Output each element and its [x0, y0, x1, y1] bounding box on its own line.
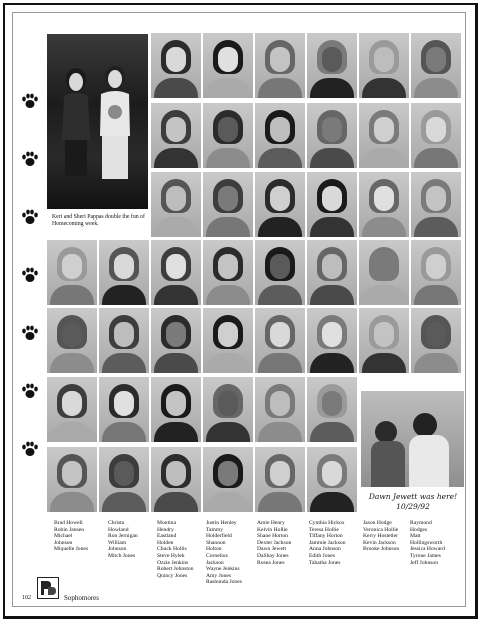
student-name: Amy Jones: [206, 572, 232, 579]
student-name: Howland: [108, 526, 129, 533]
girl-right-figure: [99, 64, 131, 179]
student-name: DaShay Jones: [257, 552, 289, 559]
student-name: Shannon: [206, 539, 226, 546]
student-portrait: [203, 308, 253, 373]
student-name: Tammy: [206, 526, 224, 533]
student-name: Veronica Hollie: [363, 526, 399, 533]
student-portrait: [99, 308, 149, 373]
student-portrait: [411, 240, 461, 305]
student-portrait: [359, 240, 409, 305]
candid-dawn-photo: [361, 391, 464, 487]
student-name: Jason Hodge: [363, 520, 392, 526]
student-name: Jackson: [206, 559, 224, 566]
student-portrait: [255, 240, 305, 305]
student-name: Johnson: [108, 546, 127, 553]
student-name: Kevin Jackson: [363, 539, 396, 546]
photo-caption: Keri and Sheri Pappas double the fun of Homecoming week.: [52, 214, 145, 227]
student-name: Chuck Hollis: [157, 546, 187, 553]
student-portrait: [47, 308, 97, 373]
paw-print-icon: [21, 266, 39, 284]
student-portrait: [203, 377, 253, 442]
student-portrait: [255, 33, 305, 98]
name-column: [54, 520, 88, 553]
note-line-2: 10/29/92: [396, 502, 430, 511]
student-name: Hollingsworth: [410, 539, 443, 546]
name-column: [157, 520, 194, 579]
student-name: Cornelius: [206, 552, 228, 559]
student-name: Mitch Jones: [108, 552, 136, 559]
student-portrait: [255, 308, 305, 373]
paw-print-icon: [21, 150, 39, 168]
student-name: Raymond: [410, 520, 432, 526]
student-portrait: [203, 240, 253, 305]
student-name: William: [108, 539, 127, 546]
student-portrait: [307, 447, 357, 512]
student-name: Christa: [108, 520, 125, 526]
student-name: Holden: [157, 539, 174, 546]
student-name: Ron Jernigan: [108, 533, 138, 540]
student-portrait: [307, 240, 357, 305]
student-portrait: [307, 172, 357, 237]
student-name: Cynthia Hickox: [309, 520, 345, 526]
note-line-1: Dawn Jewett was here!: [368, 492, 458, 501]
name-column: [108, 520, 138, 560]
name-column: [309, 520, 346, 566]
student-portrait: [307, 308, 357, 373]
student-portrait: [307, 103, 357, 168]
student-name: Hodges: [410, 526, 428, 533]
student-portrait: [307, 33, 357, 98]
student-name: Justin Henley: [206, 520, 237, 526]
student-portrait: [151, 33, 201, 98]
student-name: Kerry Hostetler: [363, 533, 398, 540]
school-logo: [37, 577, 59, 599]
student-name: Robin Jansen: [54, 526, 84, 533]
student-name: Brad Howell: [54, 520, 83, 526]
student-name: Jeff Johnson: [410, 559, 439, 566]
student-name: Anna Johnson: [309, 546, 341, 553]
student-portrait: [255, 377, 305, 442]
page-number: 102: [22, 595, 31, 601]
student-portrait: [203, 33, 253, 98]
student-portrait: [255, 447, 305, 512]
student-portrait: [151, 172, 201, 237]
student-portrait: [359, 103, 409, 168]
student-name: Amie Henry: [257, 520, 285, 526]
student-name: Eastland: [157, 533, 177, 540]
student-name: Kelvin Hollie: [257, 526, 288, 533]
student-name: Jessica Howard: [410, 546, 445, 553]
student-portrait: [359, 172, 409, 237]
student-portrait: [359, 33, 409, 98]
student-portrait: [151, 308, 201, 373]
student-portrait: [411, 103, 461, 168]
student-name: Montina: [157, 520, 176, 526]
student-portrait: [99, 447, 149, 512]
girl-left-figure: [61, 66, 91, 176]
student-name: Ozzie Jenkins: [157, 559, 189, 566]
student-name: Dawn Jewett: [257, 546, 287, 553]
paw-print-icon: [21, 208, 39, 226]
student-portrait: [47, 240, 97, 305]
paw-print-icon: [21, 382, 39, 400]
student-name: Matt: [410, 533, 421, 540]
student-portrait: [307, 377, 357, 442]
student-name: Edith Jones: [309, 552, 335, 559]
name-column: [257, 520, 291, 566]
name-column: [206, 520, 242, 586]
student-name: Tabatha Jones: [309, 559, 341, 566]
student-portrait: [203, 447, 253, 512]
student-portrait: [151, 240, 201, 305]
student-name: Tiffany Horton: [309, 533, 343, 540]
student-portrait: [411, 308, 461, 373]
student-portrait: [255, 103, 305, 168]
name-column: [363, 520, 399, 553]
student-portrait: [203, 172, 253, 237]
student-name: Michael: [54, 533, 73, 540]
autograph-note: [363, 492, 463, 512]
name-column: [410, 520, 445, 566]
student-portrait: [203, 103, 253, 168]
student-name: Jammie Jackson: [309, 539, 346, 546]
student-name: Rashunda Jones: [206, 579, 242, 586]
student-name: Robert Johnston: [157, 566, 194, 573]
student-portrait: [47, 447, 97, 512]
student-portrait: [151, 103, 201, 168]
student-name: Shane Horton: [257, 533, 288, 540]
student-portrait: [99, 377, 149, 442]
student-portrait: [411, 33, 461, 98]
student-name: Holton: [206, 546, 222, 553]
paw-print-icon: [21, 324, 39, 342]
student-name: Steve Hylek: [157, 552, 185, 559]
candid-photo: [47, 34, 148, 209]
student-name: Miquelle Jones: [54, 546, 89, 553]
student-name: Johnson: [54, 539, 73, 546]
paw-print-icon: [21, 92, 39, 110]
student-portrait: [255, 172, 305, 237]
student-name: Quincy Jones: [157, 572, 188, 579]
student-name: Wayne Jenkins: [206, 566, 240, 573]
student-name: Holderfield: [206, 533, 232, 540]
student-portrait: [411, 172, 461, 237]
student-portrait: [99, 240, 149, 305]
student-name: Dexter Jackson: [257, 539, 292, 546]
section-title: Sophomores: [64, 594, 99, 602]
student-portrait: [47, 377, 97, 442]
student-name: Tyrone James: [410, 552, 441, 559]
student-portrait: [151, 447, 201, 512]
student-name: Brooke Johnson: [363, 546, 400, 553]
student-name: Hendry: [157, 526, 174, 533]
student-portrait: [359, 308, 409, 373]
student-portrait: [151, 377, 201, 442]
student-name: Rosea Jones: [257, 559, 285, 566]
student-name: Teresa Hollie: [309, 526, 339, 533]
paw-print-icon: [21, 440, 39, 458]
